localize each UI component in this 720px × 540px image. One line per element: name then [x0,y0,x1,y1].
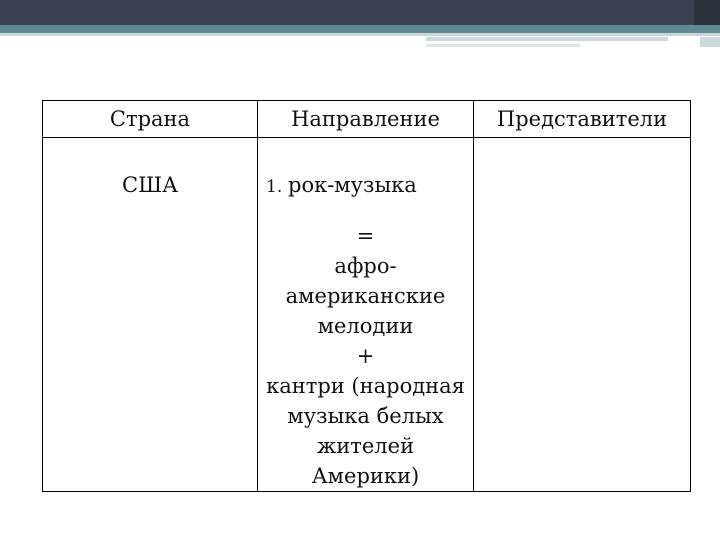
cell-representatives [474,138,691,492]
direction-list-item [258,173,473,197]
direction-list-number: 1. [266,177,283,197]
table-row [43,138,691,492]
direction-line: = [356,224,375,248]
direction-line: + [356,344,375,368]
direction-line: музыка белых [287,404,444,428]
direction-line: мелодии [317,314,414,338]
slide-header-corner [694,0,720,25]
direction-line: американские [285,284,446,308]
slide-header-bar [0,0,720,25]
header-representatives: Представители [474,101,691,138]
cell-country [43,138,258,492]
country-value: США [122,173,178,197]
slide-header-accent-line-short [426,44,580,47]
music-direction-table [42,100,691,492]
direction-title: рок-музыка [288,173,417,197]
direction-line: кантри (народная [266,374,465,398]
direction-line: Америки) [311,464,420,488]
slide-header-stripe-light [0,33,720,36]
cell-direction [258,138,474,492]
direction-line: жителей [316,434,415,458]
table-header-row [43,101,691,138]
slide-header-stripe [0,25,720,33]
slide-header-accent-block [700,37,720,47]
header-country: Страна [43,101,258,138]
header-direction: Направление [258,101,474,138]
direction-line: афро- [334,254,397,278]
slide-header-accent-line [426,37,668,41]
